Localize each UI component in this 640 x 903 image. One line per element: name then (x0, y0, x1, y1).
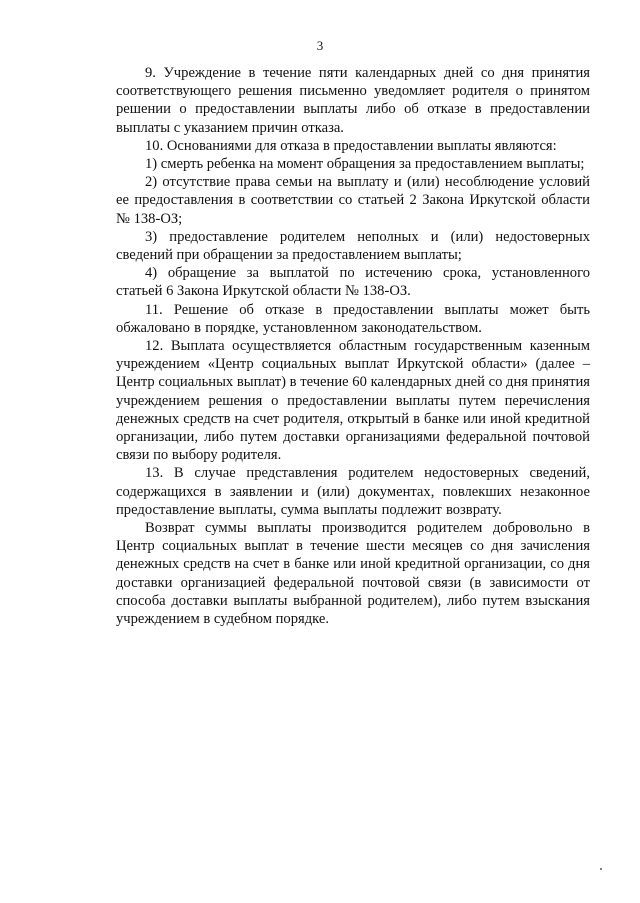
paragraph-11: 11. Решение об отказе в предоставлении выплаты может быть обжаловано в порядке, установленном законодательством. (116, 301, 590, 336)
list-item-4: 4) обращение за выплатой по истечению срока, установленного статьей 6 Закона Иркутской области № 138-ОЗ. (116, 265, 590, 300)
list-item-3: 3) предоставление родителем неполных и (или) недостоверных сведений при обращении за предоставлением выплаты; (116, 228, 590, 264)
paragraph-refund: Возврат суммы выплаты производится родителем добровольно в Центр социальных выплат в течение шести месяцев со дня зачисления денежных средств на счет в банке или иной кредитной организации, со дня доставки организацией федеральной почтовой связи (в зависимости от способа доставки выплаты выбранной родителем), либо путем взыскания учреждением в судебном порядке. (116, 520, 590, 628)
list-item-1: 1) смерть ребенка на момент обращения за предоставлением выплаты; (145, 156, 585, 173)
document-body (116, 64, 590, 628)
list-item-2: 2) отсутствие права семьи на выплату и (или) несоблюдение условий ее предоставления в соответствии со статьей 2 Закона Иркутской области № 138-ОЗ; (116, 174, 590, 227)
scan-speck (600, 868, 602, 870)
paragraph-13: 13. В случае представления родителем недостоверных сведений, содержащихся в заявлении и (или) документах, повлекших незаконное предоставление выплаты, сумма выплаты подлежит возврату. (116, 465, 590, 518)
paragraph-10: 10. Основаниями для отказа в предоставлении выплаты являются: (145, 137, 557, 154)
paragraph-12: 12. Выплата осуществляется областным государственным казенным учреждением «Центр социальных выплат Иркутской области» (далее – Центр социальных выплат) в течение 60 календарных дней со дня принятия учреждением решения о предоставлении выплаты путем перечисления денежных средств на счет родителя, открытый в банке или иной кредитной организации, либо путем доставки организациями федеральной почтовой связи по выбору родителя. (116, 338, 590, 464)
paragraph-9: 9. Учреждение в течение пяти календарных дней со дня принятия соответствующего решения письменно уведомляет родителя о принятом решении о предоставлении выплаты либо об отказе в предоставлении выплаты с указанием причин отказа. (116, 65, 590, 136)
page-number: 3 (316, 38, 324, 53)
